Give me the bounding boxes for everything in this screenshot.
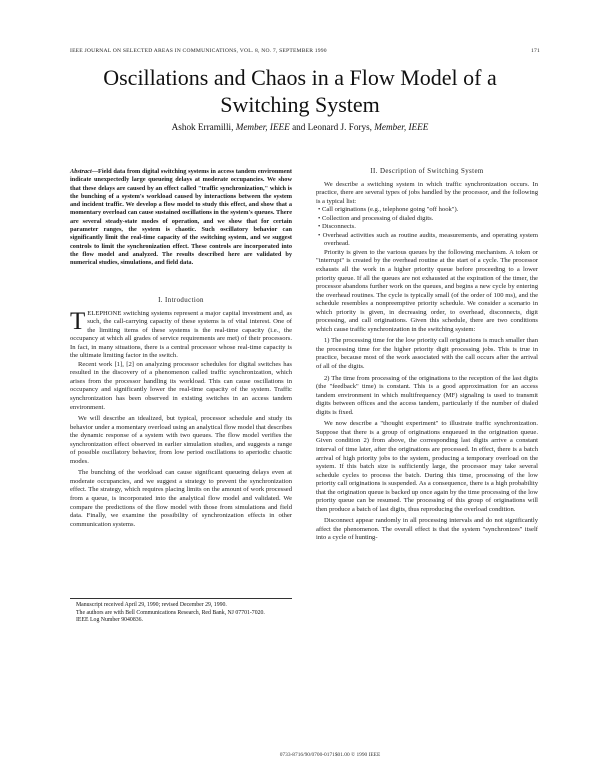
author-1: Ashok Erramilli, bbox=[171, 122, 234, 132]
author-conjunction: and bbox=[292, 122, 306, 132]
section-2-paragraph-5: We now describe a "thought experiment" to illustrate traffic synchronization. Suppose that there is a group of originations enqueued in the origination queue. Given condition 2) from above, the corresponding last digits arrive a constant interval of time later, after the originations are processed. In effect, there is a batch arrival of high priority jobs to the system, producing a temporary overload on the system. If this batch size is sufficiently large, the processor may take several schedule cycles to process the batch. During this time, processing of the low priority call originations is suspended. As a consequence, there is a high probability that the origination queue is backed up once again by the time processing of the low priority queue can be resumed. The processing of this group of originations will then produce a batch of last digits, thus reproducing the overload condition. bbox=[316, 420, 538, 513]
abstract bbox=[70, 168, 292, 268]
drop-cap: T bbox=[70, 307, 86, 335]
section-2-paragraph-4: 2) The time from processing of the originations to the reception of the last digits (the "feedback" time) is constant. This is a good approximation for an access tandem environment in which multifrequency (MF) signaling is used to transmit digits between offices and the access tandem, particularly if the number of dialed digits is fixed. bbox=[316, 374, 538, 416]
section-2-paragraph-1: We describe a switching system in which traffic synchronization occurs. In practice, there are several types of jobs handled by the processor, and the following is a typical list: bbox=[316, 180, 538, 205]
footnote-affiliation: The authors are with Bell Communications Research, Red Bank, NJ 07701-7020. bbox=[76, 609, 265, 616]
running-header bbox=[70, 48, 540, 54]
list-item: • Overhead activities such as routine audits, measurements, and operating system overhead. bbox=[318, 231, 538, 248]
section-2-heading: II. Description of Switching System bbox=[370, 168, 484, 175]
list-item: • Call originations (e.g., telephone going "off hook"). bbox=[318, 206, 459, 214]
intro-paragraph-4: The bunching of the workload can cause significant queueing delays even at moderate occupancies, and we suggest a strategy to prevent the synchronization effect. The strategy, which requires placing limits on the amount of work processed from a queue, is incorporated into the analytical flow model and validated. We compare the predictions of the flow model with those from simulations and field data. Finally, we examine the possibility of synchronization effects in other communication systems. bbox=[70, 469, 292, 528]
footnote-received: Manuscript received April 29, 1990; revised December 29, 1990. bbox=[76, 602, 227, 608]
page-number: 171 bbox=[531, 48, 540, 54]
paper-title: Oscillations and Chaos in a Flow Model of a Switching System bbox=[103, 65, 497, 117]
footnote bbox=[70, 598, 292, 625]
intro-paragraph-3: We will describe an idealized, but typical, processor schedule and study its behavior under a momentary overload using an analytical flow model that describes the dynamic response of a system with two queues. The flow model verifies the synchronization effect observed in earlier simulation studies, and suggests a range of possible oscillatory behavior, from low period oscillations to aperiodic chaotic modes. bbox=[70, 415, 292, 465]
author-line bbox=[60, 122, 540, 132]
intro-paragraph-1: TELEPHONE switching systems represent a major capital investment and, as such, the call-carrying capacity of these systems is of vital interest. One of the limiting items of these systems is the real-time capacity (i.e., the occupancy at which all grades of service requirements are met) of their processors. In fact, in many situations, there is a central processor whose real-time capacity is the ultimate limiting factor in the switch. bbox=[70, 307, 292, 360]
section-2-paragraph-6: Disconnect appear randomly in all processing intervals and do not significantly affect the phenomenon. The overall effect is that the system "synchronizes" itself into a cycle of hunting- bbox=[316, 517, 538, 542]
footnote-log-number: IEEE Log Number 9040836. bbox=[76, 617, 143, 624]
abstract-text: —Field data from digital switching systems in access tandem environment indicate unexpectedly large queueing delays at moderate occupancies. We show that these delays are caused by an effect called "traffic synchronization," which is the bunching of a system's workload caused by interactions between the system and incident traffic. We develop a flow model to study this effect, and show that a momentary overload can cause sustained oscillations in the system's queues. There are several steady-state modes of operation, and we show that for certain parameter ranges, the system is chaotic. Such oscillatory behavior can significantly limit the real-time capacity of the switching system, and we suggest controls to limit the synchronization effect. These controls are incorporated into the flow model and analyzed. The results described here are validated by numerical studies, simulations, and field data. bbox=[70, 168, 292, 267]
list-item: • Collection and processing of dialed digits. bbox=[318, 214, 434, 222]
author-2: Leonard J. Forys, bbox=[307, 122, 372, 132]
author-2-role: Member, IEEE bbox=[374, 122, 429, 132]
journal-line: IEEE JOURNAL ON SELECTED AREAS IN COMMUNICATIONS, VOL. 8, NO. 7, SEPTEMBER 1990 bbox=[70, 48, 327, 54]
copyright-line: 0733-8716/90/0700-0171$01.00 © 1990 IEEE bbox=[279, 752, 381, 758]
introduction-section bbox=[70, 297, 292, 529]
list-item: • Disconnects. bbox=[318, 223, 356, 231]
author-1-role: Member, IEEE bbox=[235, 122, 290, 132]
section-2-paragraph-2: Priority is given to the various queues by the following mechanism. A token or "interrupt" is created by the overhead routine at the start of a cycle. The processor exhausts all the work in a higher priority queue before proceeding to a lower priority queue. If all the queues are not exhausted at the expiration of the timer, the processor abandons further work on the queues, and begins a new cycle by entering the overhead routines. The cycle is typically small (of the order of 100 ms), and the schedule resembles a nonpreemptive priority schedule. We consider a scenario in which priority is given, in decreasing order, to overhead, disconnects, digit processing, and call originations. Given this schedule, there are two conditions which cause traffic synchronization in the switching system: bbox=[316, 248, 538, 333]
section-2-paragraph-3: 1) The processing time for the low priority call originations is much smaller than the processing time for the higher priority digit processing jobs. This is true in practice, because most of the work associated with the call occurs after the arrival of all of the digits. bbox=[316, 337, 538, 371]
introduction-heading: I. Introduction bbox=[158, 297, 204, 304]
intro-paragraph-2: Recent work [1], [2] on analyzing processor schedules for digital switches has resulted in the discovery of a phenomenon called traffic synchronization, which arises from the processor handling its workload. This can cause oscillations in occupancy and significantly lower the real-time capacity of the system. Traffic synchronization has been observed in existing switches in an access tandem environment. bbox=[70, 360, 292, 411]
abstract-label: Abstract bbox=[70, 168, 92, 175]
section-2 bbox=[316, 168, 538, 543]
